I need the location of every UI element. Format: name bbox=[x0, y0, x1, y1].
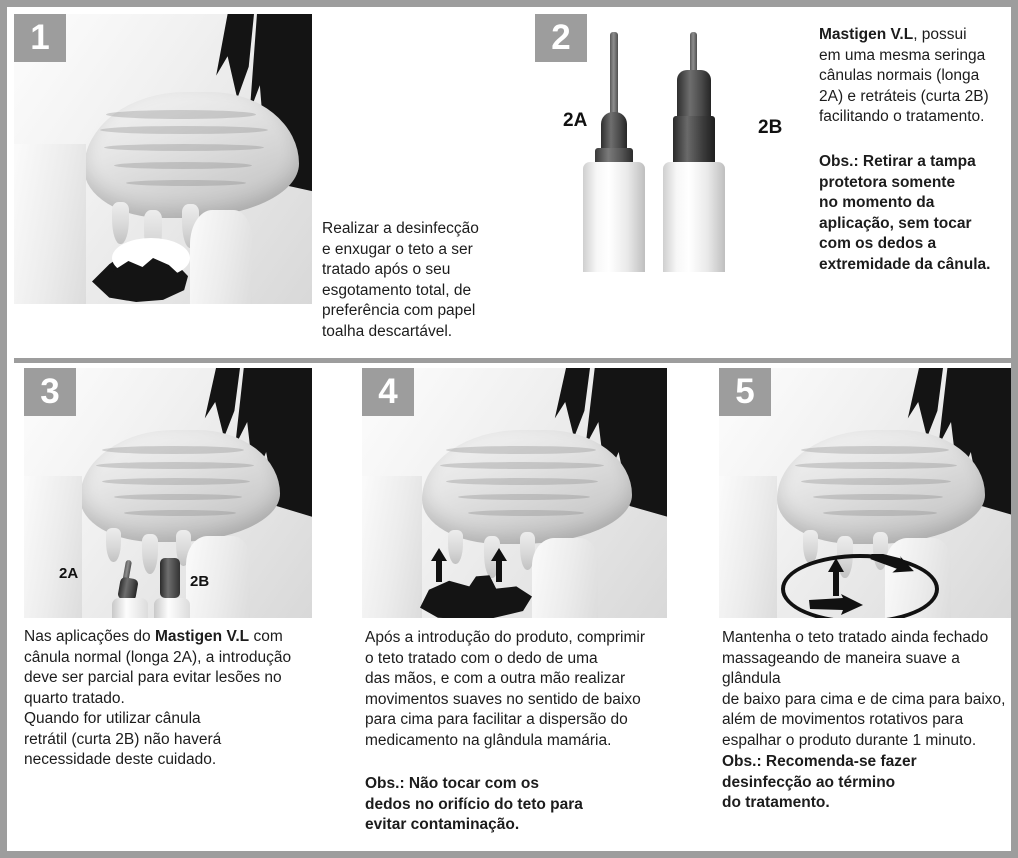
product-name: Mastigen V.L bbox=[154, 628, 250, 645]
caption-line: além de movimentos rotativos para bbox=[722, 711, 964, 728]
caption-step-4 bbox=[365, 628, 675, 751]
caption-line: Após a introdução do produto, comprimir bbox=[365, 629, 646, 646]
caption-line: Mantenha o teto tratado ainda fechado bbox=[722, 629, 989, 646]
caption-line: preferência com papel bbox=[322, 302, 476, 319]
caption-line: Quando for utilizar cânula bbox=[24, 710, 201, 727]
caption-line: Realizar a desinfecção bbox=[322, 220, 479, 237]
caption-line: retrátil (curta 2B) não haverá bbox=[24, 730, 222, 748]
product-name: Mastigen V.L bbox=[819, 26, 914, 43]
caption-step-2-paragraph-1 bbox=[819, 25, 1018, 128]
label-2b-bottle: 2B bbox=[758, 117, 783, 138]
caption-line: cânulas normais (longa bbox=[819, 67, 980, 84]
label-2a-bottle: 2A bbox=[563, 110, 588, 131]
step-number-badge-1: 1 bbox=[14, 14, 66, 62]
arrow-up-icon bbox=[430, 548, 448, 582]
note-line: Obs.: Não tocar com os bbox=[365, 775, 539, 792]
row-divider bbox=[14, 358, 1018, 363]
caption-line: 2A) e retráteis (curta 2B) bbox=[819, 87, 989, 105]
note-line: extremidade da cânula. bbox=[819, 255, 991, 273]
caption-line: movimentos suaves no sentido de baixo bbox=[365, 690, 641, 708]
caption-line: o teto tratado com o dedo de uma bbox=[365, 649, 598, 667]
caption-line: tratado após o seu bbox=[322, 261, 451, 278]
caption-line: em uma mesma seringa bbox=[819, 46, 986, 64]
note-line: Obs.: Retirar a tampa bbox=[819, 153, 976, 170]
note-line: Obs.: Recomenda-se fazer bbox=[722, 753, 917, 770]
caption-line-head: Nas aplicações do bbox=[24, 628, 155, 645]
inserted-bottle-2b bbox=[154, 558, 190, 618]
caption-line: quarto tratado. bbox=[24, 689, 125, 707]
bottle-2a bbox=[583, 32, 645, 272]
step-number-badge-2: 2 bbox=[535, 14, 587, 62]
note-line: dedos no orifício do teto para bbox=[365, 795, 583, 813]
caption-step-2-note bbox=[819, 152, 1018, 275]
caption-line: esgotamento total, de bbox=[322, 281, 472, 299]
note-line: aplicação, sem tocar bbox=[819, 214, 972, 232]
label-2a-step-3: 2A bbox=[59, 565, 79, 582]
caption-line bbox=[819, 25, 1018, 46]
caption-line: cânula normal (longa 2A), a introdução bbox=[24, 648, 292, 666]
caption-step-3 bbox=[24, 627, 324, 771]
note-line: do tratamento. bbox=[722, 794, 830, 811]
step-number-badge-3: 3 bbox=[24, 368, 76, 416]
caption-line: massageando de maneira suave a glândula bbox=[722, 649, 960, 687]
note-step-5 bbox=[722, 752, 1018, 814]
caption-line: para cima para facilitar a dispersão do bbox=[365, 711, 628, 728]
bottle-2b bbox=[663, 32, 725, 272]
caption-line: toalha descartável. bbox=[322, 322, 453, 340]
arrow-rotate-icon bbox=[809, 594, 863, 616]
caption-line: facilitando o tratamento. bbox=[819, 108, 985, 125]
caption-line-tail: com bbox=[249, 628, 283, 645]
note-line: evitar contaminação. bbox=[365, 816, 520, 833]
caption-line bbox=[24, 627, 324, 648]
caption-line: de baixo para cima e de cima para baixo, bbox=[722, 690, 1006, 708]
note-line: no momento da bbox=[819, 194, 935, 211]
caption-line: das mãos, e com a outra mão realizar bbox=[365, 670, 626, 687]
caption-line: deve ser parcial para evitar lesões no bbox=[24, 669, 282, 686]
caption-line: e enxugar o teto a ser bbox=[322, 240, 473, 258]
note-line: protetora somente bbox=[819, 173, 956, 191]
step-number-badge-5: 5 bbox=[719, 368, 771, 416]
inserted-bottle-2a bbox=[112, 560, 148, 618]
caption-step-1 bbox=[322, 219, 502, 342]
arrow-up-icon bbox=[827, 558, 845, 596]
note-line: desinfecção ao término bbox=[722, 773, 896, 791]
label-2b-step-3: 2B bbox=[190, 573, 210, 590]
caption-line: espalhar o produto durante 1 minuto. bbox=[722, 731, 977, 749]
step-number-badge-4: 4 bbox=[362, 368, 414, 416]
arrow-up-icon bbox=[490, 548, 508, 582]
arrow-rotate-icon bbox=[869, 554, 915, 578]
note-line: com os dedos a bbox=[819, 235, 937, 252]
caption-line: necessidade deste cuidado. bbox=[24, 751, 217, 768]
caption-step-5 bbox=[722, 628, 1018, 751]
caption-line: medicamento na glândula mamária. bbox=[365, 731, 612, 749]
note-step-4 bbox=[365, 774, 675, 836]
caption-line-tail: , possui bbox=[913, 26, 967, 43]
